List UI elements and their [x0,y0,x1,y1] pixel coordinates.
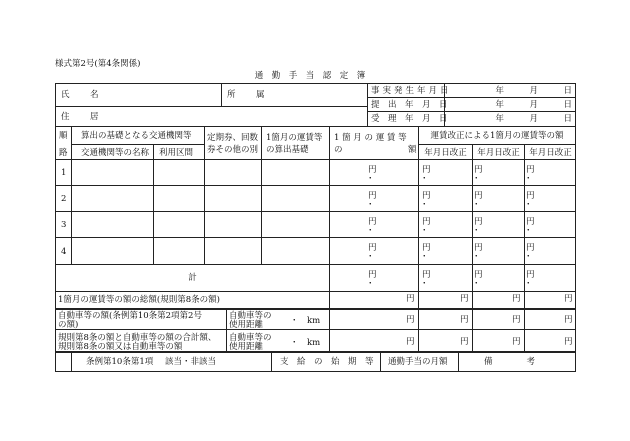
km-label: ・ km [290,338,321,348]
footer-article: 条例第10条第1項 [86,357,154,367]
yen-unit: 円 [526,191,535,201]
rule [329,291,330,351]
decimal-dot: ・ [524,252,533,262]
yen-unit: 円 [368,243,377,253]
decimal-dot: ・ [472,174,481,184]
rule [55,185,576,186]
seq-header-top: 順 [59,131,68,141]
rule [55,106,367,107]
car-amount-label-2: の額) [58,320,79,330]
date-received-value: 年 月 日 [495,114,572,124]
decimal-dot: ・ [472,200,481,210]
combined-amount-label-1: 規則第8条の額と自動車等の額の合計額、 [58,333,217,343]
row-number: 2 [61,194,67,204]
km-label: ・ km [290,316,321,326]
rule [226,310,227,351]
rule [71,144,204,145]
yen-unit: 円 [422,243,431,253]
rule [380,353,381,371]
row-number: 3 [61,220,67,230]
monthly-fare-header-1: 1 箇 月 の 運 賃 等 [334,133,407,143]
yen-unit: 円 [526,243,535,253]
car-distance-label-2: 使用距離 [229,320,264,330]
yen-unit: 円 [474,165,483,175]
rule [55,308,576,310]
yen-unit: 円 [368,270,377,280]
yen-unit: 円 [368,191,377,201]
decimal-dot: ・ [524,279,533,289]
address-label: 住 居 [61,112,105,122]
monthly-fare-header-3: 額 [408,145,417,155]
rule [271,353,272,371]
revised-date-3: 年月日改正 [529,148,572,158]
rule [261,126,262,264]
yen-unit: 円 [368,165,377,175]
decimal-dot: ・ [524,200,533,210]
car-distance-label-1: 自動車等の [229,333,272,343]
basis-header: 算出の基礎となる交通機関等 [81,131,192,141]
decimal-dot: ・ [366,200,375,210]
date-occurred-label: 事実発生年月日 [371,86,452,96]
yen-unit: 円 [512,315,521,325]
row-number: 1 [61,168,67,178]
rule [418,291,419,351]
rule [55,126,576,127]
monthly-fare-header-2: の [334,145,343,155]
decimal-dot: ・ [472,226,481,236]
monthly-basis-header-1: 1箇月の運賃等 [266,133,323,143]
rule [55,211,576,212]
revised-date-2: 年月日改正 [477,148,520,158]
yen-unit: 円 [564,315,573,325]
footer-remarks: 備 考 [484,357,536,367]
rule [55,264,576,265]
car-distance-label-1: 自動車等の [229,311,272,321]
yen-unit: 円 [474,191,483,201]
yen-unit: 円 [512,337,521,347]
yen-unit: 円 [406,315,415,325]
rule [71,126,72,264]
footer-monthly: 通勤手当の月額 [388,357,448,367]
decimal-dot: ・ [420,279,429,289]
decimal-dot: ・ [524,174,533,184]
revised-date-1: 年月日改正 [424,148,467,158]
yen-unit: 円 [512,294,521,304]
yen-unit: 円 [406,337,415,347]
rule [329,126,330,291]
yen-unit: 円 [422,270,431,280]
rule [55,159,576,160]
yen-unit: 円 [564,337,573,347]
decimal-dot: ・ [420,252,429,262]
date-submitted-label: 提 出 年 月 日 [371,100,448,110]
total-label: 計 [188,273,197,283]
decimal-dot: ・ [420,174,429,184]
rule [55,83,576,84]
yen-unit: 円 [422,217,431,227]
decimal-dot: ・ [366,174,375,184]
rule [458,353,459,371]
yen-unit: 円 [526,165,535,175]
rule [575,83,576,371]
decimal-dot: ・ [524,226,533,236]
decimal-dot: ・ [472,279,481,289]
yen-unit: 円 [526,217,535,227]
rule [367,111,576,112]
rule [367,83,368,126]
ticket-header-2: 券その他の別 [207,145,259,155]
yen-unit: 円 [422,191,431,201]
usage-section-header: 利用区間 [159,148,194,158]
rule [55,291,576,292]
page-title: 通 勤 手 当 認 定 簿 [254,71,366,81]
rule [55,371,576,372]
yen-unit: 円 [422,165,431,175]
rule [55,329,576,330]
footer-applicable: 該当・非該当 [165,357,217,367]
rule [71,353,72,371]
car-amount-label-1: 自動車等の額(条例第10条第2項第2号 [58,311,202,321]
seq-header-bottom: 路 [59,148,68,158]
car-distance-label-2: 使用距離 [229,342,264,352]
rule [55,237,576,238]
ticket-header-1: 定期券、回数 [207,133,259,143]
yen-unit: 円 [564,294,573,304]
decimal-dot: ・ [366,226,375,236]
yen-unit: 円 [460,337,469,347]
yen-unit: 円 [406,294,415,304]
decimal-dot: ・ [472,252,481,262]
yen-unit: 円 [474,243,483,253]
date-occurred-value: 年 月 日 [495,86,572,96]
footer-start: 支 給 の 始 期 等 [280,357,374,367]
form-label: 様式第2号(第4条関係) [55,59,141,69]
yen-unit: 円 [460,315,469,325]
sum-row-label: 1箇月の運賃等の額の総額(規則第8条の額) [58,295,220,305]
decimal-dot: ・ [366,252,375,262]
rule [418,144,576,145]
decimal-dot: ・ [420,200,429,210]
yen-unit: 円 [368,217,377,227]
rule [55,83,56,371]
rule [153,144,154,264]
monthly-basis-header-2: の算出基礎 [266,145,309,155]
rule [367,97,576,98]
yen-unit: 円 [460,294,469,304]
decimal-dot: ・ [366,279,375,289]
rule [204,126,205,264]
date-submitted-value: 年 月 日 [495,100,572,110]
name-label: 氏 名 [61,90,105,100]
date-received-label: 受 理 年 月 日 [371,114,448,124]
yen-unit: 円 [474,270,483,280]
row-number: 4 [61,247,67,257]
transport-name-header: 交通機関等の名称 [81,148,150,158]
revision-header: 運賃改正による1箇月の運賃等の額 [430,131,564,141]
yen-unit: 円 [526,270,535,280]
decimal-dot: ・ [420,226,429,236]
affiliation-label: 所 属 [227,90,271,100]
yen-unit: 円 [474,217,483,227]
combined-amount-label-2: 規則第8条の額又は自動車等の額 [58,342,183,352]
rule [221,83,222,106]
